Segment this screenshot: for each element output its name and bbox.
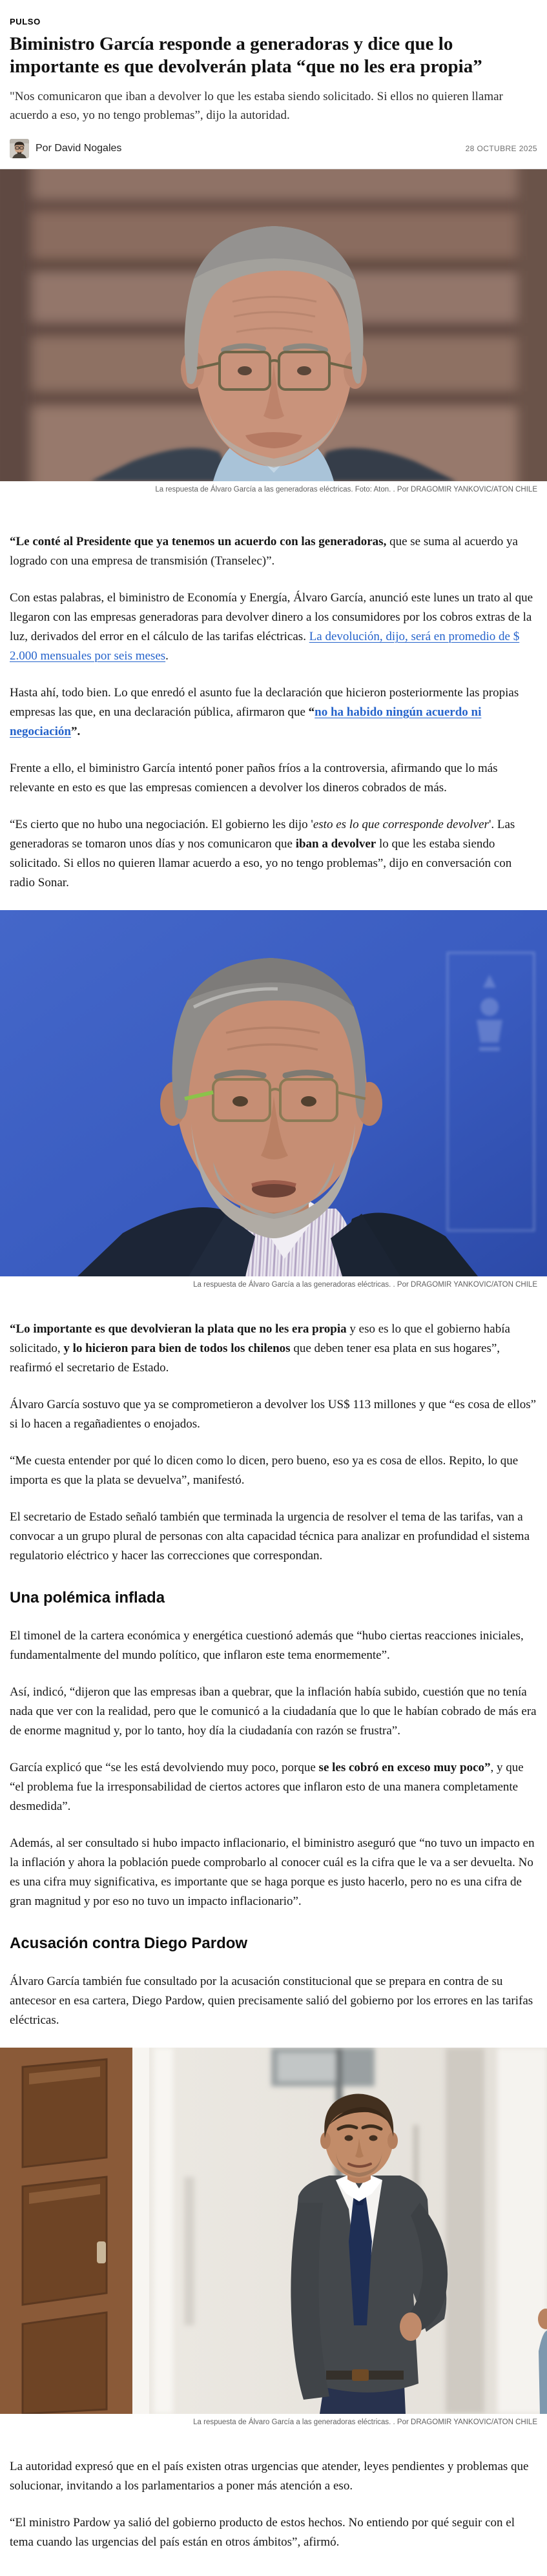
author-link[interactable]: David Nogales: [54, 143, 122, 154]
article-paragraph-6: [10, 1320, 537, 1378]
paragraph-text: El timonel de la cartera económica y energética cuestionó además que “hubo ciertas reacciones iniciales, fundamentalmente del mundo político, que inflaron este tema enormemente”.: [10, 1629, 524, 1662]
article-figure-3: [0, 2048, 547, 2457]
article-paragraph-13: [10, 1834, 537, 1911]
crosshead-polemica: Una polémica inflada: [10, 1589, 165, 1606]
article-header: [0, 0, 547, 169]
article-paragraph-2: [10, 588, 537, 666]
article-paragraph-5: [10, 815, 537, 893]
paragraph-text: que se suma al acuerdo ya logrado con una empresa de transmisión (Transelec)”.: [10, 535, 518, 568]
article-paragraph-16: [10, 2513, 537, 2552]
article-date: 28 OCTUBRE 2025: [465, 144, 537, 153]
paragraph-text: Álvaro García sostuvo que ya se comprometieron a devolver los US$ 113 millones y que “es cosa de ellos” si lo hacen a regañadientes o enojados.: [10, 1398, 537, 1431]
paragraph-text: “: [308, 705, 315, 719]
article-body-1: [0, 532, 547, 893]
article-figure-1: [0, 169, 547, 532]
author-avatar[interactable]: [10, 139, 29, 158]
byline-row: [10, 139, 537, 169]
paragraph-text: “Le conté al Presidente que ya tenemos un acuerdo con las generadoras,: [10, 535, 387, 548]
article-paragraph-4: [10, 759, 537, 798]
paragraph-text: , y que “el problema fue la irresponsabilidad de ciertos actores que inflaron esto de una manera completamente desmedida”.: [10, 1761, 524, 1813]
paragraph-text: El secretario de Estado señaló también que terminada la urgencia de resolver el tema de las tarifas, van a convocar a un grupo plural de personas con alta capacidad técnica para analizar en profundidad el sistema regulatorio eléctrico y hacer las correcciones que correspondan.: [10, 1510, 530, 1563]
article-paragraph-7: [10, 1395, 537, 1434]
photo-3-illustration: [0, 2048, 547, 2414]
paragraph-text: Así, indicó, “dijeron que las empresas iban a quebrar, que la inflación había subido, cuestión que no tenía nada que ver con la realidad, pero que le comunicó a la ciudadanía que lo que le habían cobrado de más era de enorme magnitud y, por lo tanto, hoy día la ciudadanía con razón se frustra”.: [10, 1685, 537, 1738]
spacer: [0, 2570, 547, 2576]
article-paragraph-15: [10, 2457, 537, 2496]
photo-alvaro-garcia-press: [0, 910, 547, 1276]
paragraph-text: Con estas palabras, el biministro de Economía y Energía, Álvaro García, anunció este lunes un trato al que llegaron con las empresas generadoras para devolver dinero a los consumidores por los cobros extras de la luz, derivados del error en el cálculo de las tarifas eléctricas.: [10, 591, 533, 643]
paragraph-text: .: [165, 649, 169, 663]
paragraph-text: ”.: [71, 725, 81, 738]
article-figure-2: [0, 910, 547, 1320]
section-label[interactable]: PULSO: [10, 17, 41, 26]
photo-alvaro-garcia-stairs: [0, 169, 547, 481]
article-headline: Biministro García responde a generadoras y dice que lo importante es que devolverán plata “que no les era propia”: [10, 34, 482, 77]
spacer: [0, 493, 547, 532]
paragraph-text: La autoridad expresó que en el país existen otras urgencias que atender, leyes pendientes y problemas que solucionar, invitando a los parlamentarios a poner más atención a eso.: [10, 2460, 529, 2493]
spacer: [0, 2426, 547, 2457]
byline: [36, 143, 121, 154]
article-paragraph-14: [10, 1972, 537, 2030]
paragraph-text: Frente a ello, el biministro García intentó poner paños fríos a la controversia, afirmando que lo más relevante en esto es que las empresas comiencen a devolver los dineros cobrados de más.: [10, 762, 498, 795]
paragraph-text: Además, al ser consultado si hubo impacto inflacionario, el biministro aseguró que “no tuvo un impacto en la inflación y ahora la población puede comprobarlo al conocer cuál es la cifra que le va a ser devuelta. No es una cifra muy significativa, es importante que se haga porque es justo hacerlo, pero no es una cifra de gran magnitud y por eso no tuvo un impacto inflacionario”.: [10, 1836, 535, 1908]
paragraph-text: y lo hicieron para bien de todos los chilenos: [63, 1342, 291, 1355]
article-paragraph-9: [10, 1508, 537, 1566]
photo-1-illustration: [0, 169, 547, 481]
paragraph-text: Hasta ahí, todo bien. Lo que enredó el asunto fue la declaración que hicieron posteriormente las propias empresas las que, en una declaración pública, afirmaron que: [10, 686, 519, 719]
figure-3-caption: La respuesta de Álvaro García a las generadoras eléctricas. . Por DRAGOMIR YANKOVIC/ATON CHILE: [193, 2418, 537, 2426]
paragraph-text: y eso es lo que el gobierno había solicitado,: [10, 1322, 510, 1355]
inline-link-declaracion[interactable]: no ha habido ningún acuerdo ni negociación: [10, 705, 482, 738]
figure-1-caption: La respuesta de Álvaro García a las generadoras eléctricas. Foto: Aton. . Por DRAGOMIR YANKOVIC/ATON CHILE: [155, 486, 537, 493]
photo-diego-pardow: [0, 2048, 547, 2414]
byline-prefix: Por: [36, 143, 55, 154]
crosshead-acusacion: Acusación contra Diego Pardow: [10, 1935, 248, 1952]
paragraph-text: que deben tener esa plata en sus hogares”, reafirmó el secretario de Estado.: [10, 1342, 501, 1375]
article-paragraph-3: [10, 683, 537, 742]
article-paragraph-8: [10, 1451, 537, 1490]
article-paragraph-12: [10, 1758, 537, 1816]
article-subheadline: "Nos comunicaron que iban a devolver lo que les estaba siendo solicitado. Si ellos no quieren llamar acuerdo a eso, yo no tengo problemas”, dijo la autoridad.: [10, 90, 503, 122]
paragraph-text: '. Las generadoras se tomaron unos días y nos comunicaron que: [10, 818, 515, 851]
paragraph-text: Álvaro García también fue consultado por la acusación constitucional que se prepara en contra de su antecesor en esa cartera, Diego Pardow, quien precisamente salió del gobierno por los errores en las tarifas eléctricas.: [10, 1975, 533, 2027]
figure-2-caption: La respuesta de Álvaro García a las generadoras eléctricas. . Por DRAGOMIR YANKOVIC/ATON CHILE: [193, 1281, 537, 1289]
photo-2-illustration: [0, 910, 547, 1276]
paragraph-text: iban a devolver: [295, 837, 377, 851]
paragraph-text: se les cobró en exceso muy poco”: [318, 1761, 491, 1774]
article-body-2: [0, 1320, 547, 2030]
paragraph-text: “El ministro Pardow ya salió del gobierno producto de estos hechos. No entiendo por qué seguir con el tema cuando las urgencias del país están en otros ámbitos”, afirmó.: [10, 2516, 515, 2549]
paragraph-text: “Es cierto que no hubo una negociación. El gobierno les dijo ': [10, 818, 313, 831]
article-paragraph-11: [10, 1683, 537, 1741]
paragraph-text: lo que les estaba siendo solicitado. Si ellos no quieren llamar acuerdo a eso, yo no tengo problemas”, dijo en conversación con radio Sonar.: [10, 837, 512, 889]
article-paragraph-10: [10, 1626, 537, 1665]
author-avatar-image: [10, 139, 29, 158]
paragraph-text: García explicó que “se les está devolviendo muy poco, porque: [10, 1761, 319, 1774]
inline-link-devolucion[interactable]: La devolución, dijo, será en promedio de $ 2.000 mensuales por seis meses: [10, 630, 520, 663]
paragraph-text: “Lo importante es que devolvieran la plata que no les era propia: [10, 1322, 347, 1336]
article-paragraph-1: [10, 532, 537, 571]
paragraph-text: esto es lo que corresponde devolver: [313, 818, 489, 831]
article-body-3: [0, 2457, 547, 2552]
spacer: [0, 1289, 547, 1320]
paragraph-text: “Me cuesta entender por qué lo dicen como lo dicen, pero bueno, eso ya es cosa de ellos. Repito, lo que importa es que la plata se devuelva”, manifestó.: [10, 1454, 519, 1487]
